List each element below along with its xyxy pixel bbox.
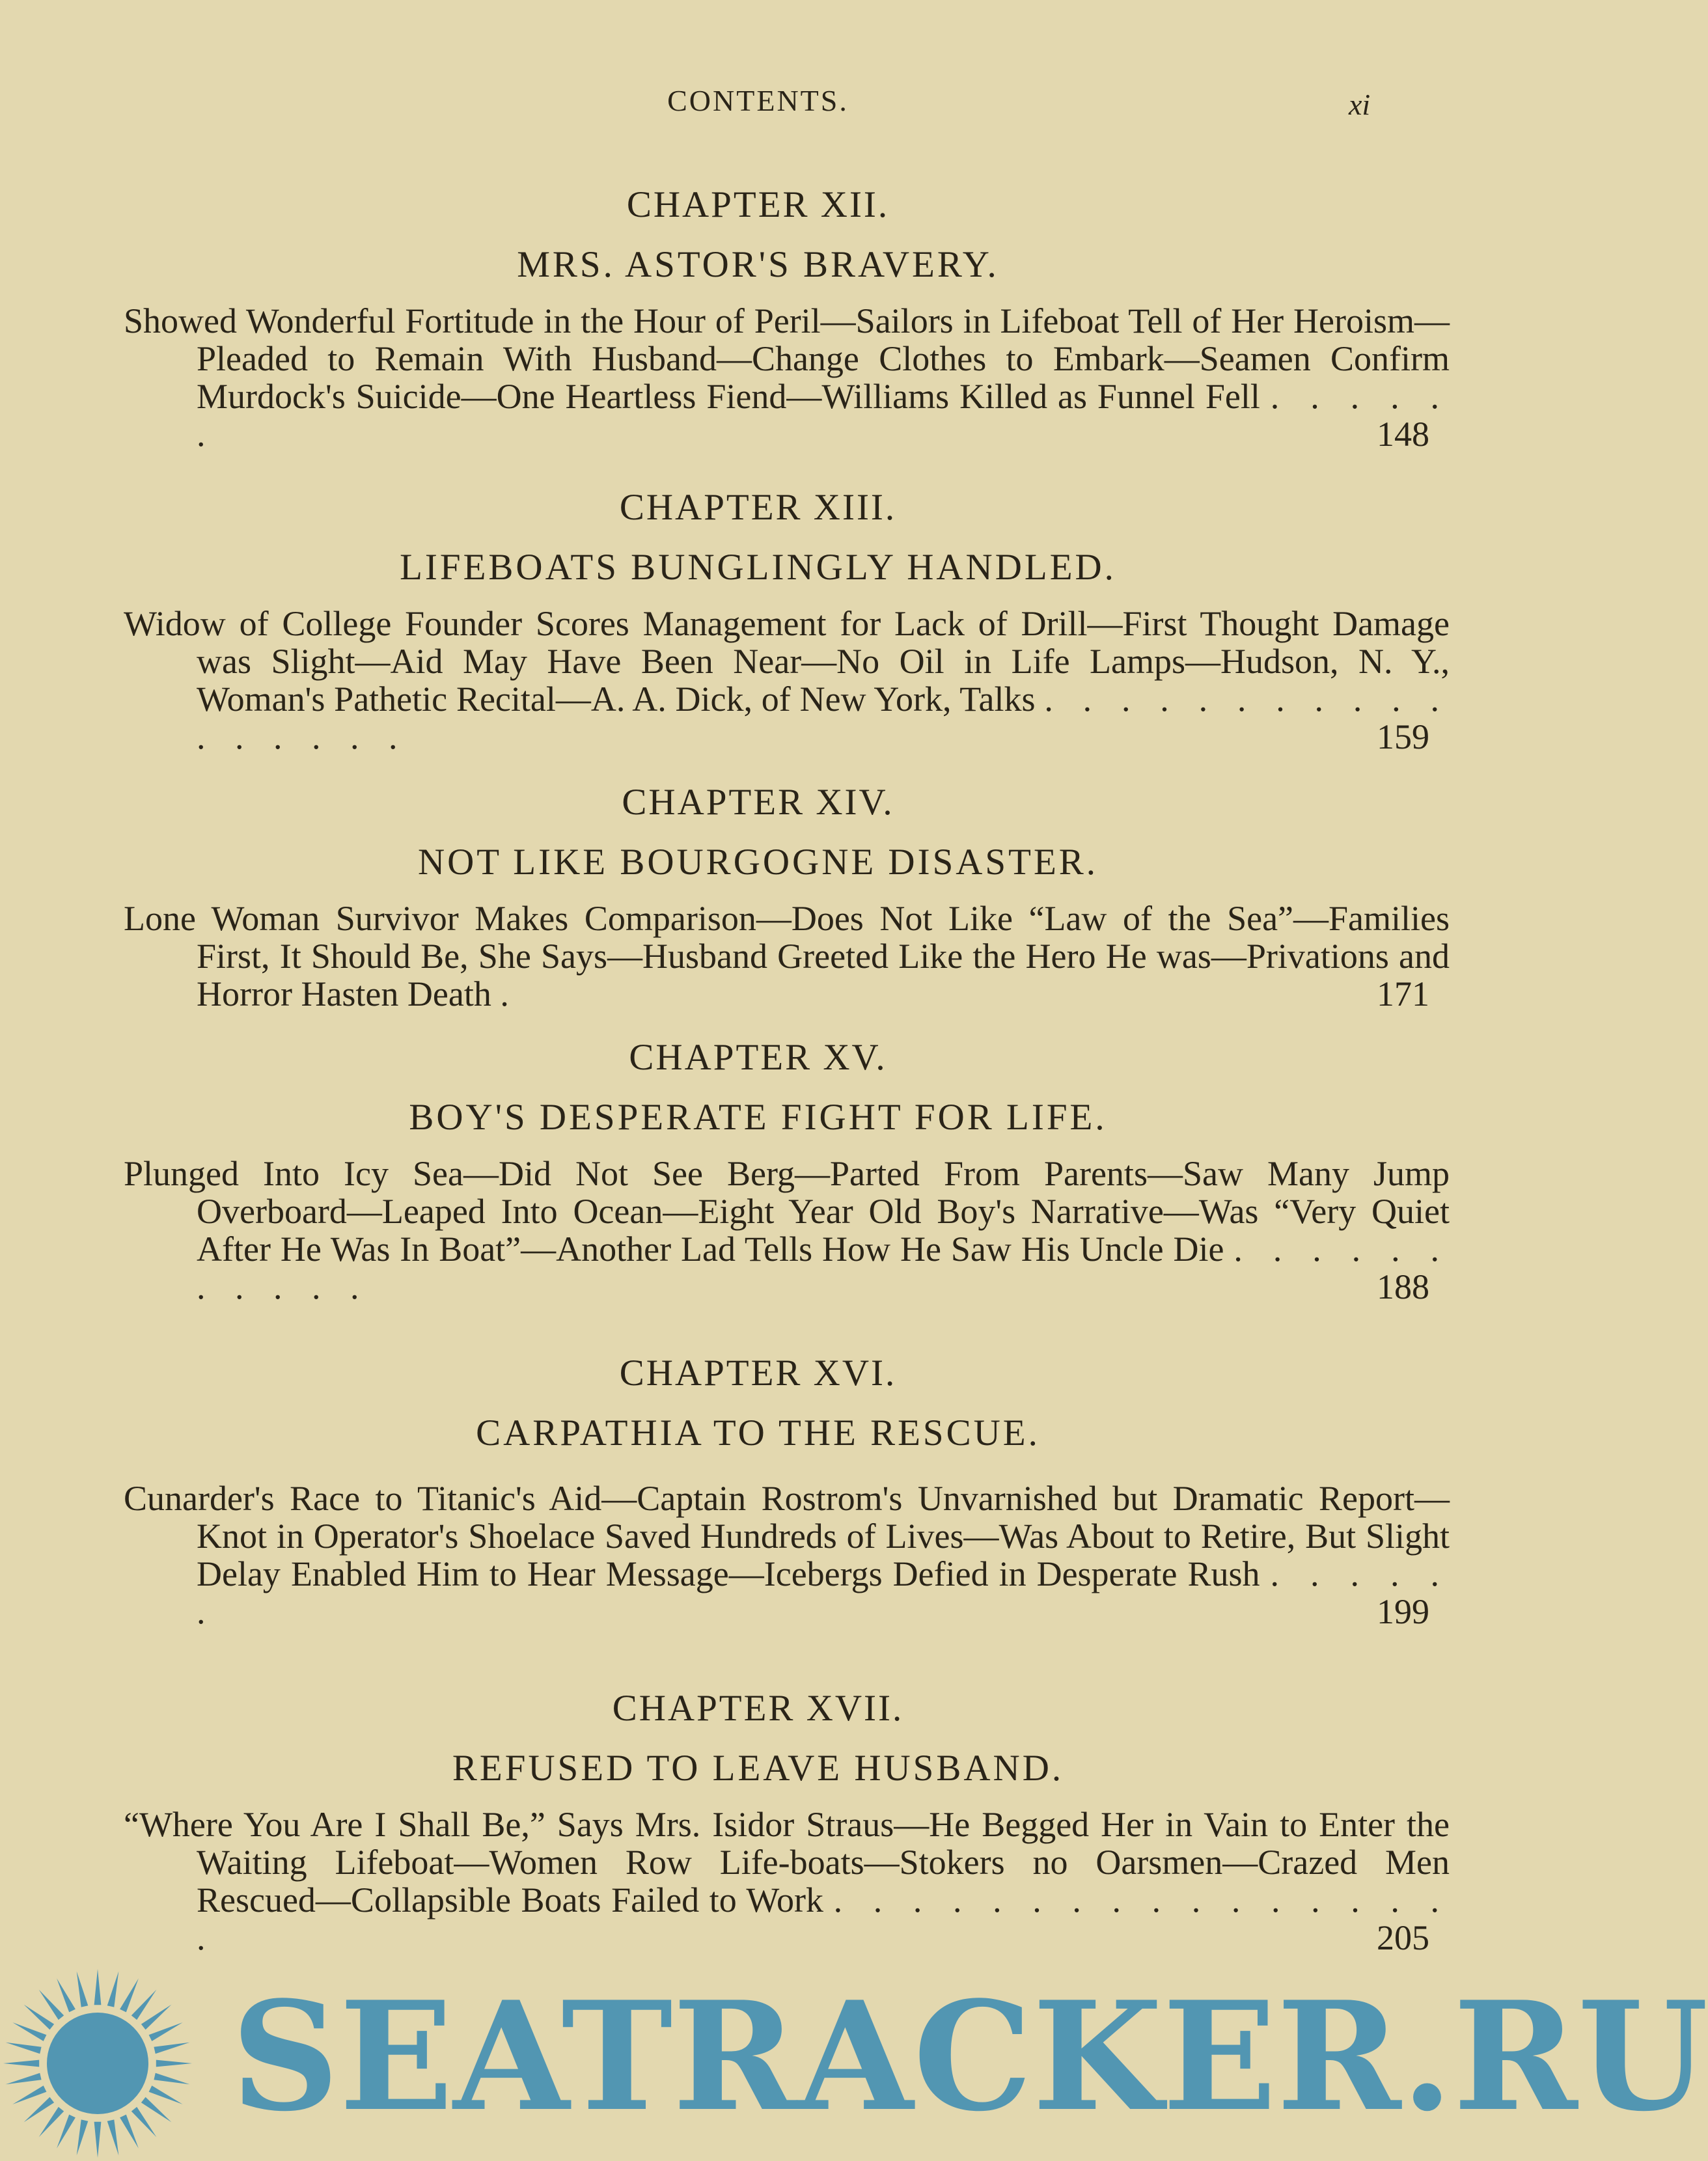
sun-ray — [107, 2119, 119, 2155]
sun-ray — [141, 2097, 172, 2123]
chapter-number: CHAPTER XV. — [629, 1037, 887, 1078]
chapter-entry — [0, 1686, 1516, 1957]
sun-ray — [77, 1972, 89, 2007]
chapter-entry — [0, 182, 1516, 453]
dot-leader: . . . . . . . . . . . — [197, 1230, 1450, 1306]
sun-ray — [39, 2107, 64, 2138]
sun-ray — [6, 2043, 42, 2054]
sun-ray — [149, 2022, 183, 2041]
sun-ray — [154, 2073, 189, 2085]
synopsis-text: Showed Wonderful Fortitude in the Hour of Peril—Sailors in Lifeboat Tell of Her Heroism—Pleaded to Remain With Husband—Change Clothes to Embark—Seamen Confirm Murdock's Suicide—One Heartless Fiend—Williams Killed as Funnel Fell — [124, 301, 1450, 416]
chapter-synopsis: Widow of College Founder Scores Management for Lack of Drill—First Thought Damage was Slight—Aid May Have Been Near—No Oil in Life Lamps—Hudson, N. Y., Woman's Pathetic Recital—A. A. Dick, of New York, Talks . . . . . . . . . . . . . . . . . 159 — [124, 604, 1450, 756]
sun-ray — [107, 1972, 119, 2007]
chapter-entry — [0, 1035, 1516, 1306]
chapter-title: CARPATHIA TO THE RESCUE. — [476, 1412, 1040, 1453]
sun-ray — [24, 2005, 55, 2030]
chapter-number: CHAPTER XIII. — [619, 487, 897, 528]
sun-ray — [141, 2005, 172, 2030]
chapter-entry — [0, 485, 1516, 756]
chapter-title: LIFEBOATS BUNGLINGLY HANDLED. — [400, 547, 1116, 588]
sun-ray — [57, 2115, 76, 2149]
dot-leader: . . . . . . . . . . . . . . . . . — [197, 1880, 1450, 1957]
sun-ray — [39, 1990, 64, 2020]
chapter-synopsis: Lone Woman Survivor Makes Comparison—Does Not Like “Law of the Sea”—Families First, It Should Be, She Says—Husband Greeted Like the Hero He was—Privations and Horror Hasten Death . 171 — [124, 899, 1450, 1013]
chapter-number: CHAPTER XVII. — [612, 1688, 904, 1729]
chapter-title: MRS. ASTOR'S BRAVERY. — [517, 244, 999, 285]
chapter-number: CHAPTER XIV. — [622, 782, 894, 823]
sun-ray — [6, 2073, 42, 2085]
synopsis-text: “Where You Are I Shall Be,” Says Mrs. Isidor Straus—He Begged Her in Vain to Enter the Waiting Lifeboat—Women Row Life-boats—Stokers no Oarsmen—Crazed Men Rescued—Collapsible Boats Failed to Work — [124, 1805, 1450, 1920]
chapter-title: BOY'S DESPERATE FIGHT FOR LIFE. — [409, 1097, 1107, 1138]
sun-ray — [12, 2085, 46, 2104]
sun-ray — [94, 2122, 102, 2158]
chapter-synopsis: “Where You Are I Shall Be,” Says Mrs. Isidor Straus—He Begged Her in Vain to Enter the Waiting Lifeboat—Women Row Life-boats—Stokers no Oarsmen—Crazed Men Rescued—Collapsible Boats Failed to Work . . . . . . . . . . . . . . . . . 205 — [124, 1805, 1450, 1957]
dot-leader: . . . . . . — [197, 377, 1450, 454]
dot-leader: . . . . . . — [197, 1554, 1450, 1631]
synopsis-text: Widow of College Founder Scores Management for Lack of Drill—First Thought Damage was Slight—Aid May Have Been Near—No Oil in Life Lamps—Hudson, N. Y., Woman's Pathetic Recital—A. A. Dick, of New York, Talks — [124, 604, 1450, 719]
sun-ray — [3, 2060, 39, 2067]
chapter-synopsis: Showed Wonderful Fortitude in the Hour of Peril—Sailors in Lifeboat Tell of Her Heroism—Pleaded to Remain With Husband—Change Clothes to Embark—Seamen Confirm Murdock's Suicide—One Heartless Fiend—Williams Killed as Funnel Fell . . . . . . 148 — [124, 301, 1450, 454]
chapter-synopsis: Cunarder's Race to Titanic's Aid—Captain Rostrom's Unvarnished but Dramatic Report—Knot in Operator's Shoelace Saved Hundreds of Lives—Was About to Retire, But Slight Delay Enabled Him to Hear Message—Icebergs Defied in Desperate Rush . . . . . . 199 — [124, 1479, 1450, 1631]
sun-ray — [131, 2107, 157, 2138]
chapter-synopsis: Plunged Into Icy Sea—Did Not See Berg—Parted From Parents—Saw Many Jump Overboard—Leaped Into Ocean—Eight Year Old Boy's Narrative—Was “Very Quiet After He Was In Boat”—Another Lad Tells How He Saw His Uncle Die . . . . . . . . . . . 188 — [124, 1154, 1450, 1306]
sun-ray — [131, 1990, 157, 2020]
chapter-entry — [0, 780, 1516, 1013]
dot-leader: . . . . . . . . . . . . . . . . . — [197, 680, 1450, 756]
watermark-text: SEATRACKER.RU — [231, 1969, 1708, 2145]
chapter-entry — [0, 1351, 1516, 1631]
page-number: xi — [1349, 88, 1371, 121]
sun-ray — [120, 2115, 139, 2149]
synopsis-text: Cunarder's Race to Titanic's Aid—Captain Rostrom's Unvarnished but Dramatic Report—Knot in Operator's Shoelace Saved Hundreds of Lives—Was About to Retire, But Slight Delay Enabled Him to Hear Message—Icebergs Defied in Desperate Rush — [124, 1479, 1450, 1593]
chapter-title: REFUSED TO LEAVE HUSBAND. — [452, 1748, 1064, 1789]
sun-ray — [12, 2022, 46, 2041]
sun-ray — [94, 1969, 102, 2005]
sun-ray — [77, 2119, 89, 2155]
sun-icon — [3, 1969, 192, 2158]
sun-ray — [24, 2097, 55, 2123]
chapter-number: CHAPTER XVI. — [619, 1353, 897, 1394]
sun-ray — [120, 1978, 139, 2012]
running-head: CONTENTS. — [667, 84, 849, 117]
chapter-number: CHAPTER XII. — [626, 184, 890, 225]
sun-ray — [156, 2060, 192, 2067]
synopsis-text: Plunged Into Icy Sea—Did Not See Berg—Parted From Parents—Saw Many Jump Overboard—Leaped Into Ocean—Eight Year Old Boy's Narrative—Was “Very Quiet After He Was In Boat”—Another Lad Tells How He Saw His Uncle Die — [124, 1154, 1450, 1269]
synopsis-text: Lone Woman Survivor Makes Comparison—Does Not Like “Law of the Sea”—Families First, It Should Be, She Says—Husband Greeted Like the Hero He was—Privations and Horror Hasten Death . — [124, 899, 1450, 1013]
sun-ray — [154, 2043, 189, 2054]
chapter-title: NOT LIKE BOURGOGNE DISASTER. — [417, 842, 1099, 883]
sun-ray — [57, 1978, 76, 2012]
sun-ray — [149, 2085, 183, 2104]
